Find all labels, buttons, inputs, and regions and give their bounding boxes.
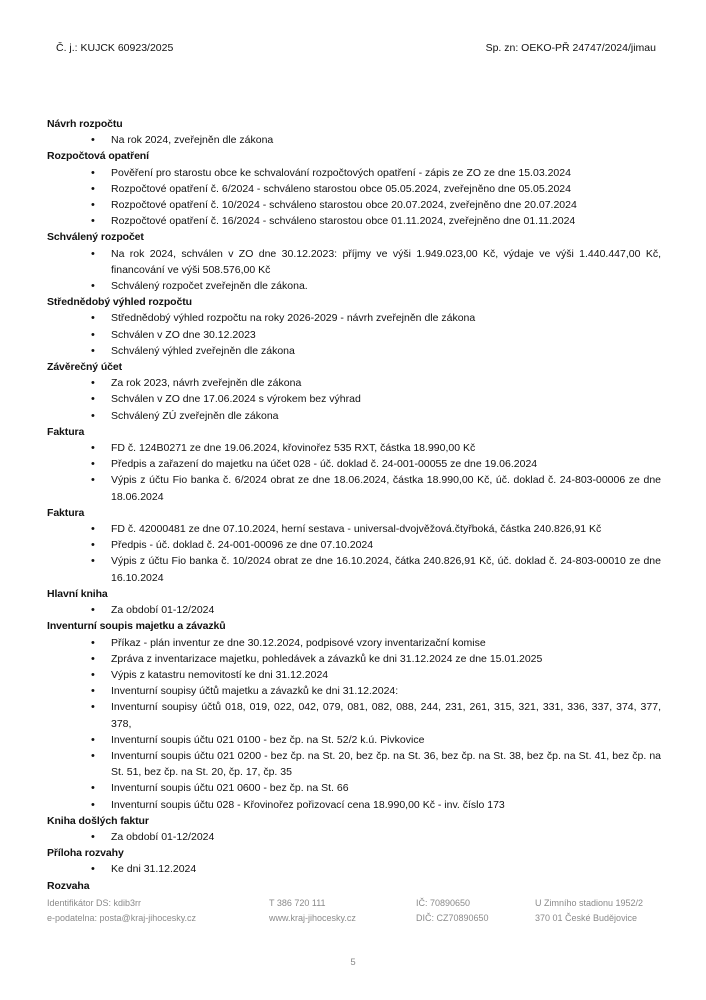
section-title: Závěrečný účet (47, 361, 123, 374)
footer-dic: DIČ: CZ70890650 (416, 913, 489, 923)
footer-city: 370 01 České Budějovice (535, 913, 638, 923)
list-item: • Schválen v ZO dne 30.12.2023 (47, 327, 661, 343)
list-item: • Za období 01-12/2024 (47, 602, 661, 618)
section-title: Inventurní soupis majetku a závazků (47, 620, 226, 633)
section-faktura-2 (47, 505, 661, 586)
list-item: • Inventurní soupisy účtů majetku a závazků ke dni 31.12.2024: (47, 683, 661, 699)
section-title: Schválený rozpočet (47, 231, 144, 244)
section-rozvaha (47, 878, 661, 894)
section-list (47, 440, 661, 505)
footer-contact-ds (47, 896, 196, 926)
list-item: • Na rok 2024, zveřejněn dle zákona (47, 132, 661, 148)
section-list (47, 132, 661, 148)
page-number: 5 (350, 957, 356, 968)
footer-ic: IČ: 70890650 (416, 898, 471, 908)
footer-phone: T 386 720 111 (269, 898, 326, 908)
file-mark: Sp. zn: OEKO-PŘ 24747/2024/jimau (485, 42, 656, 54)
section-title: Faktura (47, 425, 85, 438)
list-item: • Zpráva z inventarizace majetku, pohledávek a závazků ke dni 31.12.2024 ze dne 15.01.2025 (47, 651, 661, 667)
section-zaverecny-ucet (47, 359, 661, 424)
list-item: • Pověření pro starostu obce ke schvalování rozpočtových opatření - zápis ze ZO ze dne 15.03.2024 (47, 165, 661, 181)
list-item: • Schválený ZÚ zveřejněn dle zákona (47, 408, 661, 424)
section-strednedoby-vyhled (47, 294, 661, 359)
section-title: Návrh rozpočtu (47, 118, 123, 130)
list-item: • Na rok 2024, schválen v ZO dne 30.12.2023: příjmy ve výši 1.949.023,00 Kč, výdaje ve výši 1.440.447,00 Kč, financování ve výši 508.576,00 Kč (47, 246, 661, 278)
list-item: • Rozpočtové opatření č. 16/2024 - schváleno starostou obce 01.11.2024, zveřejněno dne 01.11.2024 (47, 213, 661, 229)
footer-epodatelna: e-podatelna: posta@kraj-jihocesky.cz (47, 913, 197, 923)
section-faktura-1 (47, 424, 661, 505)
section-schvaleny-rozpocet (47, 229, 661, 294)
list-item: • Ke dni 31.12.2024 (47, 861, 661, 877)
section-title: Faktura (47, 506, 85, 519)
section-title: Střednědobý výhled rozpočtu (47, 296, 192, 309)
section-title: Rozpočtová opatření (47, 150, 149, 163)
footer-street: U Zimního stadionu 1952/2 (535, 898, 644, 908)
section-navrh-rozpoctu (47, 116, 661, 148)
section-priloha-rozvahy (47, 845, 661, 877)
footer-ds-id: Identifikátor DS: kdib3rr (47, 898, 142, 908)
list-item: • Schválen v ZO dne 17.06.2024 s výrokem bez výhrad (47, 391, 661, 407)
list-item: • Za období 01-12/2024 (47, 829, 661, 845)
list-item: • Schválený výhled zveřejněn dle zákona (47, 343, 661, 359)
list-item: • Výpis z účtu Fio banka č. 10/2024 obrat ze dne 16.10.2024, čátka 240.826,91 Kč, úč. doklad č. 24-803-00010 ze dne 16.10.2024 (47, 553, 661, 585)
section-title: Příloha rozvahy (47, 847, 124, 860)
list-item: • Předpis a zařazení do majetku na účet 028 - úč. doklad č. 24-001-00055 ze dne 19.06.2024 (47, 456, 661, 472)
section-list (47, 521, 661, 586)
section-title: Hlavní kniha (47, 587, 108, 600)
list-item: • Inventurní soupisy účtů 018, 019, 022, 042, 079, 081, 082, 088, 244, 231, 261, 315, 321, 331, 336, 337, 374, 377, 378, (47, 699, 661, 731)
list-item: • Příkaz - plán inventur ze dne 30.12.2024, podpisové vzory inventarizační komise (47, 635, 661, 651)
section-list (47, 165, 661, 230)
section-list (47, 635, 661, 813)
page-header (56, 42, 656, 58)
list-item: • Střednědobý výhled rozpočtu na roky 2026-2029 - návrh zveřejněn dle zákona (47, 310, 661, 326)
list-item: • Rozpočtové opatření č. 6/2024 - schváleno starostou obce 05.05.2024, zveřejněno dne 05.05.2024 (47, 181, 661, 197)
list-item: • Předpis - úč. doklad č. 24-001-00096 ze dne 07.10.2024 (47, 537, 661, 553)
list-item: • FD č. 124B0271 ze dne 19.06.2024, křovinořez 535 RXT, částka 18.990,00 Kč (47, 440, 661, 456)
document-body (47, 116, 661, 894)
section-hlavni-kniha (47, 586, 661, 618)
footer-contact-web (269, 896, 356, 926)
section-list (47, 246, 661, 295)
list-item: • Za rok 2023, návrh zveřejněn dle zákona (47, 375, 661, 391)
section-list (47, 375, 661, 424)
list-item: • FD č. 42000481 ze dne 07.10.2024, herní sestava - universal-dvojvěžová.čtyřboká, částka 240.826,91 Kč (47, 521, 661, 537)
list-item: • Výpis z účtu Fio banka č. 6/2024 obrat ze dne 18.06.2024, částka 18.990,00 Kč, úč. doklad č. 24-803-00006 ze dne 18.06.2024 (47, 472, 661, 504)
section-list (47, 602, 661, 618)
list-item: • Inventurní soupis účtu 021 0200 - bez čp. na St. 20, bez čp. na St. 36, bez čp. na St. 38, bez čp. na St. 41, bez čp. na St. 51, bez čp. na St. 20, čp. 17, čp. 35 (47, 748, 661, 780)
list-item: • Schválený rozpočet zveřejněn dle zákona. (47, 278, 661, 294)
section-list (47, 861, 661, 877)
list-item: • Inventurní soupis účtu 021 0600 - bez čp. na St. 66 (47, 780, 661, 796)
list-item: • Inventurní soupis účtu 028 - Křovinořez pořizovací cena 18.990,00 Kč - inv. číslo 173 (47, 797, 661, 813)
list-item: • Rozpočtové opatření č. 10/2024 - schváleno starostou obce 20.07.2024, zveřejněno dne 20.07.2024 (47, 197, 661, 213)
list-item: • Výpis z katastru nemovitostí ke dni 31.12.2024 (47, 667, 661, 683)
section-title: Rozvaha (47, 879, 90, 892)
section-rozpoctova-opatreni (47, 148, 661, 229)
footer-address (535, 896, 643, 926)
section-list (47, 310, 661, 359)
footer-ids (416, 896, 489, 926)
section-list (47, 829, 661, 845)
section-inventurni-soupis (47, 618, 661, 812)
section-title: Kniha došlých faktur (47, 814, 149, 827)
list-item: • Inventurní soupis účtu 021 0100 - bez čp. na St. 52/2 k.ú. Pivkovice (47, 732, 661, 748)
footer-website: www.kraj-jihocesky.cz (269, 913, 356, 923)
section-kniha-doslych-faktur (47, 813, 661, 845)
reference-number: Č. j.: KUJCK 60923/2025 (56, 42, 174, 54)
